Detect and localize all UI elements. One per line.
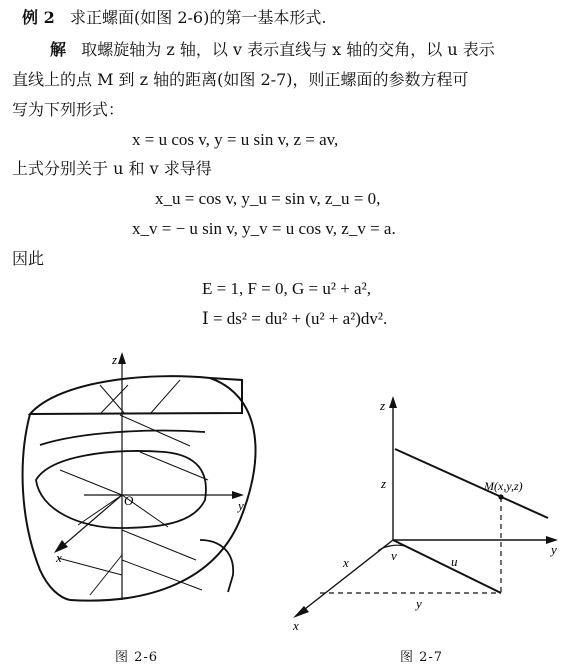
solution-label: 解 bbox=[50, 40, 67, 59]
fig7-z-axis-label: z bbox=[380, 398, 386, 413]
fig7-point-label: M(x,y,z) bbox=[484, 479, 523, 493]
solution-line-2: 直线上的点 M 到 z 轴的距离(如图 2-7)，则正螺面的参数方程可 bbox=[12, 70, 469, 89]
fig7-segment-u bbox=[393, 540, 501, 593]
fig7-angle-label: v bbox=[391, 548, 397, 563]
derive-text: 上式分别关于 u 和 v 求导得 bbox=[12, 159, 212, 178]
fig7-y-axis-label: y bbox=[551, 542, 557, 557]
fig6-origin-label: O bbox=[124, 493, 134, 508]
example-title: 求正螺面(如图 2-6)的第一基本形式. bbox=[69, 8, 327, 27]
fig6-y-label: y bbox=[238, 498, 244, 513]
fig7-y-label: y bbox=[416, 596, 422, 611]
equation-first-fundamental-form: Ⅰ = ds² = du² + (u² + a²)dv². bbox=[202, 309, 388, 328]
solution-line-3: 写为下列形式： bbox=[12, 100, 125, 119]
solution-para-1: 取螺旋轴为 z 轴，以 v 表示直线与 x 轴的交角，以 u 表示 bbox=[81, 40, 495, 59]
fig6-x-label: x bbox=[56, 550, 62, 565]
caption-figure-2-7: 图 2-7 bbox=[400, 650, 444, 665]
fig7-distance-label: u bbox=[451, 554, 458, 569]
fig7-x-axis-label: x bbox=[293, 618, 299, 633]
fig7-x-label: x bbox=[343, 555, 349, 570]
caption-figure-2-6: 图 2-6 bbox=[115, 650, 159, 665]
fig7-point-m bbox=[498, 494, 503, 499]
equation-parametric: x = u cos v, y = u sin v, z = av, bbox=[132, 130, 339, 149]
fig7-height-label: z bbox=[381, 476, 387, 491]
equation-partial-u: x_u = cos v, y_u = sin v, z_u = 0, bbox=[155, 189, 381, 208]
equation-efg: E = 1, F = 0, G = u² + a², bbox=[202, 279, 371, 298]
therefore-text: 因此 bbox=[12, 249, 45, 268]
equation-partial-v: x_v = − u sin v, y_v = u cos v, z_v = a. bbox=[132, 219, 396, 238]
fig7-z-arrow bbox=[389, 396, 397, 408]
fig6-z-label: z bbox=[112, 352, 118, 367]
example-label: 例 2 bbox=[22, 8, 55, 27]
fig7-ruling-line bbox=[395, 449, 548, 518]
